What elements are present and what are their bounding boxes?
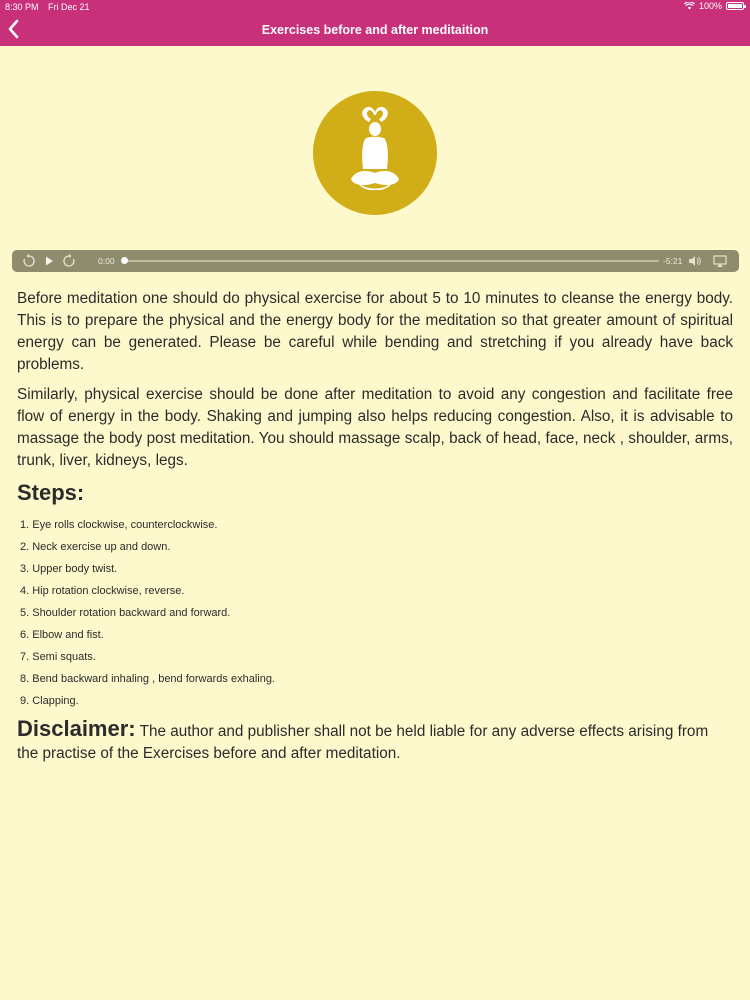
intro-paragraph: Before meditation one should do physical exercise for about 5 to 10 minutes to cleanse the energy body. This is to prepare the physical and the energy body for the meditation so that greater amount of spiritual energy can be generated. Please be careful while bending and stretching if you already have back problems. bbox=[17, 290, 733, 373]
status-time: 8:30 PM bbox=[5, 2, 39, 12]
status-bar bbox=[0, 0, 750, 14]
list-item: 9. Clapping. bbox=[20, 695, 79, 707]
disclaimer-text: The author and publisher shall not be held liable for any adverse effects arising from the practise of the Exercises before and after meditation. bbox=[17, 723, 709, 762]
audio-player bbox=[12, 250, 739, 272]
disclaimer-label: Disclaimer: bbox=[17, 716, 136, 741]
meditation-logo bbox=[313, 91, 437, 215]
list-item: 2. Neck exercise up and down. bbox=[20, 541, 171, 553]
navigation-bar bbox=[0, 0, 750, 46]
status-date: Fri Dec 21 bbox=[48, 2, 90, 12]
airplay-icon[interactable] bbox=[713, 254, 727, 268]
list-item: 1. Eye rolls clockwise, counterclockwise. bbox=[20, 519, 218, 531]
after-meditation-paragraph: Similarly, physical exercise should be done after meditation to avoid any congestion and facilitate free flow of energy in the body. Shaking and jumping also helps reducing congestion. Also, it is advisable to massage the body post meditation. You should massage scalp, back of head, face, neck , shoulder, arms, trunk, liver, kidneys, legs. bbox=[17, 386, 733, 469]
article-content bbox=[17, 288, 733, 765]
wifi-icon bbox=[684, 2, 695, 10]
meditation-figure-icon bbox=[313, 91, 437, 215]
page-title: Exercises before and after meditaition bbox=[261, 23, 489, 37]
steps-heading: Steps: bbox=[17, 480, 85, 505]
progress-scrubber[interactable] bbox=[121, 257, 128, 264]
status-right bbox=[684, 1, 744, 11]
list-item: 4. Hip rotation clockwise, reverse. bbox=[20, 585, 185, 597]
list-item: 8. Bend backward inhaling , bend forwards exhaling. bbox=[20, 673, 275, 685]
list-item: 6. Elbow and fist. bbox=[20, 629, 104, 641]
volume-icon[interactable] bbox=[687, 254, 701, 268]
steps-list bbox=[17, 514, 733, 712]
list-item: 7. Semi squats. bbox=[20, 651, 96, 663]
battery-icon bbox=[726, 2, 744, 10]
disclaimer bbox=[17, 718, 733, 765]
remaining-time: -5:21 bbox=[663, 256, 683, 266]
current-time: 0:00 bbox=[98, 256, 115, 266]
rewind-15-icon[interactable] bbox=[22, 254, 36, 268]
forward-15-icon[interactable] bbox=[62, 254, 76, 268]
list-item: 3. Upper body twist. bbox=[20, 563, 118, 575]
list-item: 5. Shoulder rotation backward and forward. bbox=[20, 607, 231, 619]
progress-track[interactable] bbox=[124, 260, 659, 262]
play-icon[interactable] bbox=[42, 254, 56, 268]
battery-percent: 100% bbox=[698, 1, 722, 11]
